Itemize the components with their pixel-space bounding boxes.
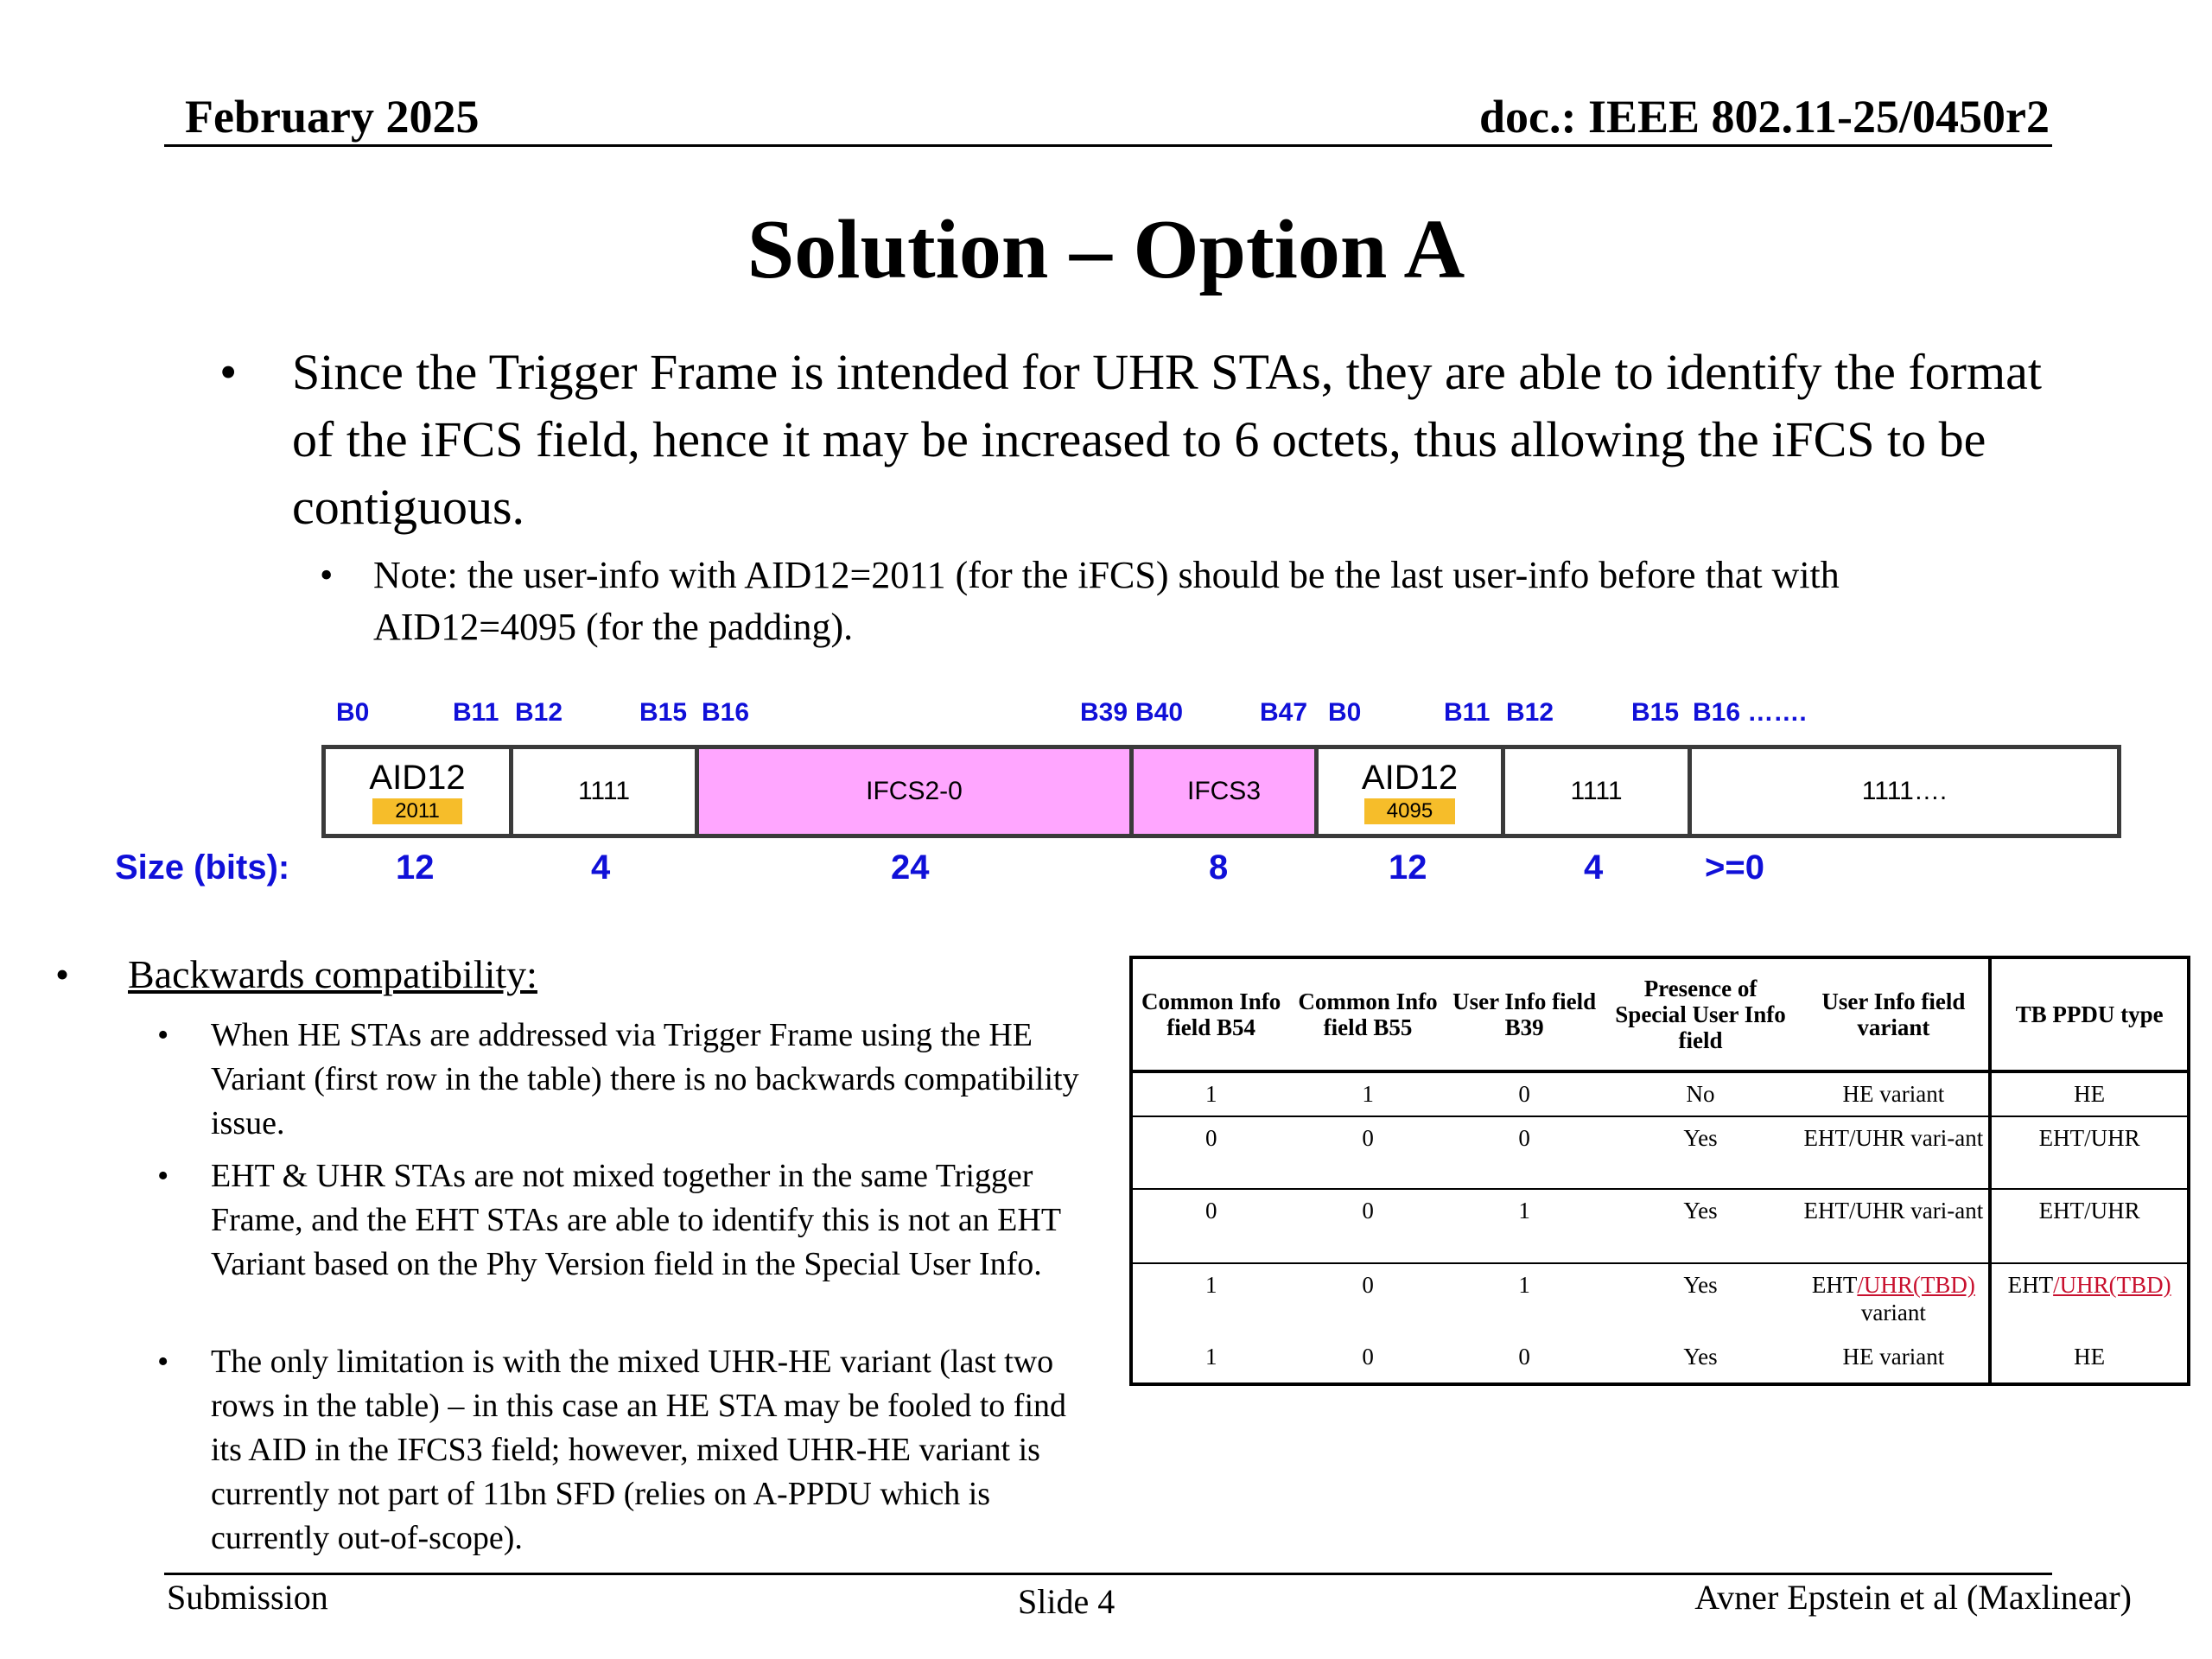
- table-cell: HE: [1990, 1071, 2189, 1116]
- variant-table: [1129, 956, 2190, 1386]
- table-cell: 1: [1131, 1071, 1289, 1116]
- size-value: >=0: [1705, 849, 1764, 887]
- size-value: 12: [396, 849, 435, 887]
- bullet-dot: •: [157, 1158, 169, 1194]
- bit-label: B11: [1444, 698, 1491, 727]
- field-1111: [1505, 749, 1692, 834]
- field-1111-padding: [1692, 749, 2117, 834]
- user-info-field-diagram: [321, 745, 2121, 838]
- slide-title: Solution – Option A: [747, 203, 1465, 296]
- table-header: User Info field B39: [1446, 957, 1603, 1071]
- table-cell: 0: [1362, 1344, 1374, 1370]
- table-header: Presence of Special User Info field: [1603, 957, 1799, 1071]
- size-label: Size (bits):: [115, 849, 290, 887]
- field-aid12-2011: [326, 749, 513, 834]
- table-cell: 0: [1518, 1344, 1530, 1370]
- table-cell: Yes: [1603, 1116, 1799, 1189]
- compat-heading: Backwards compatibility:: [128, 952, 537, 996]
- table-cell: 0: [1131, 1116, 1289, 1189]
- bit-label: B11: [453, 698, 499, 727]
- field-label: 1111….: [1861, 777, 1948, 805]
- table-cell: No: [1603, 1071, 1799, 1116]
- bullet-dot: •: [55, 952, 70, 996]
- size-value: 4: [591, 849, 611, 887]
- aid-value-tag: 4095: [1364, 798, 1455, 824]
- table-cell: 1: [1446, 1189, 1603, 1263]
- footer-author: Avner Epstein et al (Maxlinear): [1694, 1578, 2132, 1617]
- bit-label: B16 …….: [1693, 698, 1807, 727]
- cell-text: EHT: [1811, 1272, 1858, 1298]
- table-header: Common Info field B54: [1131, 957, 1289, 1071]
- footer-rule: [164, 1573, 2052, 1575]
- table-cell: EHT/UHR: [1990, 1116, 2189, 1189]
- bit-label: B0: [1328, 698, 1362, 727]
- table-cell: Yes: [1603, 1189, 1799, 1263]
- bullet-dot: •: [320, 554, 334, 596]
- size-value: 4: [1584, 849, 1604, 887]
- table-cell: HE variant: [1842, 1344, 1945, 1370]
- table-cell: [1990, 1263, 2189, 1336]
- table-header: TB PPDU type: [1990, 957, 2189, 1071]
- main-bullet-text: Since the Trigger Frame is intended for UHR STAs, they are able to identify the format of the iFCS field, hence it may be increased to 6 octets, thus allowing the iFCS to be contiguous.: [292, 344, 2042, 535]
- bullet-dot: •: [157, 1344, 169, 1380]
- table-cell: 1: [1205, 1344, 1217, 1370]
- table-row: [1131, 1336, 2189, 1384]
- bullet-dot: •: [219, 344, 238, 400]
- field-label: AID12: [1361, 759, 1459, 797]
- table-cell: EHT/UHR: [1990, 1189, 2189, 1263]
- bullet-dot: •: [157, 1017, 169, 1053]
- field-label: 1111: [577, 777, 631, 805]
- cell-text: EHT: [2007, 1272, 2054, 1298]
- size-value: 12: [1389, 849, 1427, 887]
- footer-slide-number: Slide 4: [1018, 1582, 1116, 1621]
- compat-item-1: [157, 1014, 1099, 1146]
- header-rule: [164, 144, 2052, 147]
- table-cell: Yes: [1683, 1344, 1718, 1370]
- bit-label: B12: [1506, 698, 1554, 727]
- table-cell: 0: [1289, 1116, 1446, 1189]
- compat-item-text: EHT & UHR STAs are not mixed together in the same Trigger Frame, and the EHT STAs are able to identify this is not an EHT Variant based on the Phy Version field in the Special User Info.: [211, 1158, 1061, 1282]
- table-header: User Info field variant: [1798, 957, 1990, 1071]
- field-aid12-4095: [1319, 749, 1505, 834]
- table-cell: 0: [1362, 1272, 1374, 1298]
- table-row: [1131, 1263, 2189, 1336]
- note-bullet: [320, 550, 1987, 653]
- compat-item-2: [157, 1154, 1099, 1287]
- field-label: 1111: [1570, 777, 1623, 805]
- table-cell: 0: [1446, 1071, 1603, 1116]
- table-row: [1131, 1189, 2189, 1263]
- table-cell: HE: [1990, 1336, 2189, 1384]
- compat-bullet: [55, 952, 1092, 997]
- table-row: [1131, 1071, 2189, 1116]
- field-label: IFCS3: [1186, 777, 1262, 805]
- bit-label: B12: [515, 698, 563, 727]
- field-label: AID12: [369, 759, 466, 797]
- cell-text: variant: [1860, 1300, 1926, 1325]
- table-cell: 1: [1289, 1071, 1446, 1116]
- table-header: Common Info field B55: [1289, 957, 1446, 1071]
- tracked-change-text: /UHR(TBD): [2053, 1272, 2171, 1298]
- main-bullet: [219, 339, 2051, 541]
- compat-item-text: When HE STAs are addressed via Trigger Frame using the HE Variant (first row in the table) there is no backwards compatibility issue.: [211, 1017, 1079, 1141]
- field-ifcs3: [1134, 749, 1319, 834]
- field-ifcs2-0: [699, 749, 1134, 834]
- compat-item-3: [157, 1340, 1099, 1560]
- note-bullet-text: Note: the user-info with AID12=2011 (for the iFCS) should be the last user-info before that with AID12=4095 (for the padding).: [373, 554, 1840, 648]
- bit-label: B15: [639, 698, 688, 727]
- table-row: [1131, 1116, 2189, 1189]
- bit-label: B15: [1631, 698, 1680, 727]
- table-cell: 0: [1289, 1189, 1446, 1263]
- tracked-change-text: /UHR(TBD): [1857, 1272, 1975, 1298]
- table-cell: Yes: [1683, 1272, 1718, 1298]
- bit-label: B0: [336, 698, 370, 727]
- table-cell: 1: [1518, 1272, 1530, 1298]
- field-1111: [513, 749, 699, 834]
- table-cell: EHT/UHR vari-ant: [1798, 1189, 1990, 1263]
- table-cell: HE variant: [1798, 1071, 1990, 1116]
- footer-submission: Submission: [167, 1578, 328, 1617]
- bit-label: B16: [702, 698, 750, 727]
- table-cell: 1: [1205, 1272, 1217, 1298]
- aid-value-tag: 2011: [372, 798, 462, 824]
- field-label: IFCS2-0: [866, 777, 963, 805]
- bit-label: B40: [1135, 698, 1184, 727]
- table-cell: 0: [1446, 1116, 1603, 1189]
- bit-label: B39: [1080, 698, 1128, 727]
- table-header-row: [1131, 957, 2189, 1071]
- size-value: 8: [1209, 849, 1229, 887]
- table-cell: EHT/UHR vari-ant: [1798, 1116, 1990, 1189]
- header-date: February 2025: [185, 91, 480, 143]
- bit-label: B47: [1260, 698, 1308, 727]
- header-doc-id: doc.: IEEE 802.11-25/0450r2: [1478, 91, 2050, 143]
- compat-item-text: The only limitation is with the mixed UHR-HE variant (last two rows in the table) – in this case an HE STA may be fooled to find its AID in the IFCS3 field; however, mixed UHR-HE variant is currently not part of 11bn SFD (relies on A-PPDU which is currently out-of-scope).: [211, 1344, 1067, 1556]
- table-cell: [1798, 1263, 1990, 1336]
- size-value: 24: [891, 849, 930, 887]
- table-cell: 0: [1131, 1189, 1289, 1263]
